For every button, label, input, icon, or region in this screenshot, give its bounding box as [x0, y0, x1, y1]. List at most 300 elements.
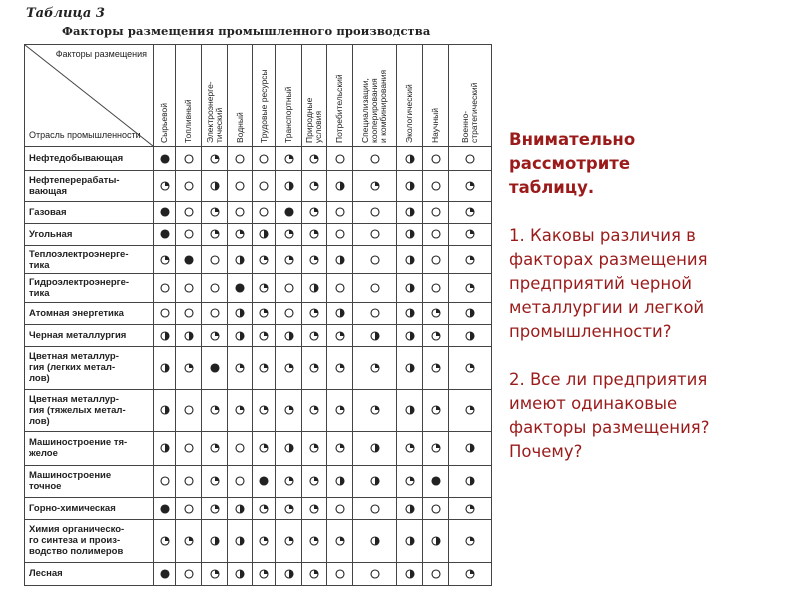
mark-cell	[253, 147, 276, 171]
mark-half-icon	[405, 569, 415, 579]
mark-cell	[423, 274, 449, 302]
mark-empty-icon	[160, 308, 170, 318]
mark-half-icon	[335, 476, 345, 486]
mark-quarter-icon	[160, 181, 170, 191]
mark-empty-icon	[370, 308, 380, 318]
mark-full-icon	[284, 207, 294, 217]
mark-cell	[302, 389, 327, 431]
mark-cell	[202, 465, 228, 497]
mark-cell	[423, 497, 449, 519]
mark-half-icon	[184, 331, 194, 341]
mark-quarter-icon	[465, 504, 475, 514]
mark-quarter-icon	[284, 536, 294, 546]
mark-cell	[327, 147, 353, 171]
mark-cell	[302, 223, 327, 245]
mark-cell	[154, 201, 176, 223]
mark-quarter-icon	[235, 363, 245, 373]
mark-empty-icon	[335, 283, 345, 293]
mark-cell	[176, 465, 202, 497]
mark-half-icon	[210, 536, 220, 546]
mark-quarter-icon	[210, 331, 220, 341]
mark-cell	[327, 246, 353, 274]
industry-label: Горно-химическая	[25, 497, 154, 519]
mark-cell	[397, 147, 423, 171]
mark-cell	[202, 562, 228, 585]
mark-cell	[327, 324, 353, 346]
mark-cell	[423, 432, 449, 465]
mark-empty-icon	[370, 569, 380, 579]
mark-quarter-icon	[309, 536, 319, 546]
factor-header	[449, 45, 492, 147]
industry-label: Цветная металлур- гия (легких метал- лов)	[25, 347, 154, 389]
mark-cell	[353, 497, 397, 519]
mark-quarter-icon	[431, 405, 441, 415]
mark-quarter-icon	[259, 443, 269, 453]
mark-cell	[154, 302, 176, 324]
mark-cell	[353, 520, 397, 562]
factor-label: Электроэнерге- тический	[204, 81, 224, 143]
mark-quarter-icon	[309, 476, 319, 486]
mark-quarter-icon	[465, 283, 475, 293]
mark-cell	[202, 223, 228, 245]
mark-quarter-icon	[405, 476, 415, 486]
mark-quarter-icon	[309, 504, 319, 514]
mark-quarter-icon	[259, 283, 269, 293]
mark-quarter-icon	[184, 536, 194, 546]
mark-cell	[353, 171, 397, 201]
mark-half-icon	[235, 255, 245, 265]
industry-label: Лесная	[25, 562, 154, 585]
table-row	[25, 223, 492, 245]
mark-full-icon	[259, 476, 269, 486]
factor-label: Водный	[234, 112, 245, 143]
mark-cell	[276, 302, 302, 324]
mark-cell	[228, 324, 253, 346]
mark-cell	[302, 171, 327, 201]
mark-cell	[397, 520, 423, 562]
mark-empty-icon	[184, 207, 194, 217]
mark-half-icon	[309, 283, 319, 293]
mark-empty-icon	[184, 569, 194, 579]
mark-quarter-icon	[405, 443, 415, 453]
mark-cell	[176, 274, 202, 302]
mark-cell	[176, 497, 202, 519]
mark-half-icon	[405, 255, 415, 265]
mark-half-icon	[405, 536, 415, 546]
mark-cell	[327, 562, 353, 585]
mark-cell	[423, 302, 449, 324]
factor-label: Экологический	[404, 84, 414, 143]
mark-quarter-icon	[160, 255, 170, 265]
mark-cell	[253, 520, 276, 562]
mark-cell	[276, 520, 302, 562]
mark-quarter-icon	[259, 363, 269, 373]
mark-cell	[276, 274, 302, 302]
mark-cell	[353, 147, 397, 171]
mark-cell	[302, 147, 327, 171]
factor-header	[397, 45, 423, 147]
industry-label: Атомная энергетика	[25, 302, 154, 324]
mark-half-icon	[235, 536, 245, 546]
industry-label: Нефтедобывающая	[25, 147, 154, 171]
mark-empty-icon	[370, 207, 380, 217]
mark-quarter-icon	[259, 331, 269, 341]
mark-cell	[253, 465, 276, 497]
factor-label: Сырьевой	[159, 102, 169, 143]
mark-half-icon	[370, 476, 380, 486]
table-row	[25, 347, 492, 389]
mark-half-icon	[405, 154, 415, 164]
mark-quarter-icon	[335, 363, 345, 373]
mark-quarter-icon	[210, 569, 220, 579]
industry-label: Химия органическо- го синтеза и произ- водство полимеров	[25, 520, 154, 562]
table-row	[25, 465, 492, 497]
mark-cell	[397, 223, 423, 245]
mark-cell	[176, 562, 202, 585]
mark-empty-icon	[259, 207, 269, 217]
mark-cell	[327, 432, 353, 465]
mark-empty-icon	[370, 229, 380, 239]
mark-empty-icon	[284, 283, 294, 293]
mark-cell	[176, 302, 202, 324]
mark-cell	[327, 497, 353, 519]
mark-cell	[228, 171, 253, 201]
mark-empty-icon	[431, 569, 441, 579]
mark-half-icon	[160, 363, 170, 373]
mark-half-icon	[160, 443, 170, 453]
mark-cell	[423, 201, 449, 223]
mark-cell	[228, 465, 253, 497]
mark-empty-icon	[184, 504, 194, 514]
mark-cell	[353, 562, 397, 585]
mark-cell	[302, 274, 327, 302]
mark-cell	[176, 201, 202, 223]
mark-cell	[449, 465, 492, 497]
table-row	[25, 432, 492, 465]
mark-half-icon	[465, 331, 475, 341]
mark-cell	[202, 324, 228, 346]
factor-label: Научный	[430, 107, 440, 143]
mark-empty-icon	[370, 283, 380, 293]
mark-quarter-icon	[235, 229, 245, 239]
factor-header	[302, 45, 327, 147]
industry-label: Машиностроение точное	[25, 465, 154, 497]
mark-quarter-icon	[259, 504, 269, 514]
mark-empty-icon	[210, 255, 220, 265]
mark-cell	[202, 147, 228, 171]
mark-cell	[276, 389, 302, 431]
factor-label: Потребительский	[334, 74, 344, 143]
mark-quarter-icon	[465, 255, 475, 265]
mark-cell	[397, 302, 423, 324]
mark-empty-icon	[431, 255, 441, 265]
mark-quarter-icon	[309, 181, 319, 191]
mark-cell	[327, 274, 353, 302]
table-row	[25, 147, 492, 171]
mark-cell	[154, 324, 176, 346]
factor-header	[228, 45, 253, 147]
mark-full-icon	[160, 207, 170, 217]
mark-cell	[276, 223, 302, 245]
mark-cell	[423, 246, 449, 274]
mark-cell	[228, 520, 253, 562]
mark-cell	[176, 223, 202, 245]
mark-quarter-icon	[259, 536, 269, 546]
mark-quarter-icon	[309, 363, 319, 373]
mark-cell	[449, 223, 492, 245]
mark-cell	[423, 147, 449, 171]
mark-cell	[176, 246, 202, 274]
mark-half-icon	[405, 405, 415, 415]
mark-cell	[353, 201, 397, 223]
mark-empty-icon	[184, 229, 194, 239]
mark-quarter-icon	[284, 255, 294, 265]
mark-cell	[202, 520, 228, 562]
table-row	[25, 389, 492, 431]
mark-half-icon	[405, 331, 415, 341]
mark-half-icon	[335, 255, 345, 265]
mark-cell	[423, 171, 449, 201]
mark-quarter-icon	[210, 405, 220, 415]
mark-empty-icon	[184, 405, 194, 415]
mark-quarter-icon	[259, 255, 269, 265]
factor-header	[423, 45, 449, 147]
mark-cell	[423, 520, 449, 562]
mark-cell	[423, 223, 449, 245]
mark-cell	[276, 347, 302, 389]
mark-cell	[154, 432, 176, 465]
mark-empty-icon	[184, 181, 194, 191]
mark-empty-icon	[335, 154, 345, 164]
mark-cell	[423, 347, 449, 389]
mark-quarter-icon	[309, 229, 319, 239]
mark-cell	[353, 389, 397, 431]
mark-quarter-icon	[465, 229, 475, 239]
mark-cell	[449, 274, 492, 302]
mark-half-icon	[465, 308, 475, 318]
mark-cell	[423, 389, 449, 431]
mark-cell	[302, 465, 327, 497]
mark-cell	[397, 432, 423, 465]
mark-empty-icon	[431, 181, 441, 191]
question-2: 2. Все ли предприятия имеют одинаковые факторы размещения? Почему?	[509, 370, 710, 461]
mark-cell	[449, 302, 492, 324]
mark-quarter-icon	[335, 443, 345, 453]
mark-quarter-icon	[309, 569, 319, 579]
mark-full-icon	[210, 363, 220, 373]
mark-cell	[154, 562, 176, 585]
mark-quarter-icon	[309, 331, 319, 341]
mark-quarter-icon	[335, 536, 345, 546]
mark-cell	[276, 497, 302, 519]
table-row	[25, 520, 492, 562]
mark-cell	[202, 347, 228, 389]
mark-quarter-icon	[465, 363, 475, 373]
mark-quarter-icon	[284, 504, 294, 514]
mark-quarter-icon	[309, 308, 319, 318]
mark-cell	[353, 432, 397, 465]
mark-quarter-icon	[309, 207, 319, 217]
mark-cell	[353, 274, 397, 302]
mark-cell	[302, 302, 327, 324]
mark-half-icon	[284, 569, 294, 579]
mark-cell	[449, 201, 492, 223]
mark-cell	[253, 497, 276, 519]
table-row	[25, 274, 492, 302]
factor-label: Военно- стратегический	[460, 82, 479, 143]
mark-cell	[253, 302, 276, 324]
mark-cell	[302, 520, 327, 562]
table-row	[25, 246, 492, 274]
mark-empty-icon	[160, 476, 170, 486]
mark-cell	[327, 465, 353, 497]
mark-cell	[154, 147, 176, 171]
mark-half-icon	[284, 331, 294, 341]
mark-cell	[202, 302, 228, 324]
industry-label: Газовая	[25, 201, 154, 223]
mark-full-icon	[160, 569, 170, 579]
industry-label: Черная металлургия	[25, 324, 154, 346]
mark-empty-icon	[335, 569, 345, 579]
mark-half-icon	[465, 443, 475, 453]
mark-cell	[228, 389, 253, 431]
mark-half-icon	[235, 504, 245, 514]
mark-cell	[397, 274, 423, 302]
mark-cell	[449, 562, 492, 585]
mark-cell	[353, 324, 397, 346]
mark-half-icon	[405, 504, 415, 514]
mark-cell	[176, 520, 202, 562]
mark-cell	[302, 562, 327, 585]
mark-half-icon	[405, 363, 415, 373]
mark-empty-icon	[431, 504, 441, 514]
mark-quarter-icon	[210, 207, 220, 217]
factor-label: Транспортный	[283, 86, 293, 143]
mark-empty-icon	[235, 476, 245, 486]
mark-half-icon	[259, 229, 269, 239]
mark-cell	[423, 465, 449, 497]
mark-cell	[154, 274, 176, 302]
mark-cell	[276, 432, 302, 465]
mark-quarter-icon	[259, 308, 269, 318]
mark-cell	[176, 147, 202, 171]
mark-cell	[353, 465, 397, 497]
mark-empty-icon	[370, 255, 380, 265]
mark-half-icon	[370, 331, 380, 341]
mark-cell	[302, 432, 327, 465]
mark-full-icon	[184, 255, 194, 265]
mark-empty-icon	[184, 308, 194, 318]
mark-quarter-icon	[235, 405, 245, 415]
table-row	[25, 497, 492, 519]
mark-full-icon	[160, 154, 170, 164]
mark-cell	[228, 147, 253, 171]
mark-half-icon	[405, 207, 415, 217]
mark-empty-icon	[235, 207, 245, 217]
industry-label: Нефтеперерабаты- вающая	[25, 171, 154, 201]
mark-cell	[449, 497, 492, 519]
mark-cell	[276, 147, 302, 171]
industry-label: Угольная	[25, 223, 154, 245]
factor-header	[176, 45, 202, 147]
industry-label: Гидроэлектроэнерге- тика	[25, 274, 154, 302]
mark-cell	[228, 302, 253, 324]
side-heading: Внимательно рассмотрите таблицу.	[509, 130, 636, 197]
mark-cell	[228, 246, 253, 274]
table-title: Факторы размещения промышленного производства	[62, 24, 431, 38]
mark-full-icon	[160, 229, 170, 239]
mark-empty-icon	[184, 476, 194, 486]
mark-cell	[176, 347, 202, 389]
mark-empty-icon	[210, 283, 220, 293]
mark-empty-icon	[431, 207, 441, 217]
mark-cell	[253, 389, 276, 431]
mark-empty-icon	[431, 229, 441, 239]
mark-empty-icon	[235, 443, 245, 453]
mark-half-icon	[465, 476, 475, 486]
mark-empty-icon	[184, 443, 194, 453]
mark-cell	[449, 389, 492, 431]
mark-half-icon	[235, 569, 245, 579]
mark-cell	[154, 171, 176, 201]
mark-quarter-icon	[284, 405, 294, 415]
mark-half-icon	[235, 331, 245, 341]
mark-half-icon	[284, 443, 294, 453]
mark-quarter-icon	[465, 405, 475, 415]
mark-half-icon	[160, 405, 170, 415]
mark-cell	[397, 497, 423, 519]
mark-quarter-icon	[465, 181, 475, 191]
mark-quarter-icon	[431, 308, 441, 318]
mark-empty-icon	[431, 283, 441, 293]
mark-cell	[253, 171, 276, 201]
mark-quarter-icon	[335, 405, 345, 415]
mark-empty-icon	[235, 181, 245, 191]
mark-quarter-icon	[335, 331, 345, 341]
factor-header	[154, 45, 176, 147]
mark-cell	[397, 347, 423, 389]
mark-cell	[154, 389, 176, 431]
mark-cell	[228, 274, 253, 302]
mark-quarter-icon	[309, 443, 319, 453]
mark-quarter-icon	[370, 363, 380, 373]
mark-quarter-icon	[284, 229, 294, 239]
mark-cell	[202, 274, 228, 302]
mark-cell	[327, 223, 353, 245]
mark-cell	[353, 302, 397, 324]
mark-cell	[253, 562, 276, 585]
mark-cell	[327, 201, 353, 223]
factor-label: Природные условия	[304, 97, 323, 143]
mark-cell	[397, 562, 423, 585]
mark-cell	[154, 347, 176, 389]
industry-label: Машиностроение тя- желое	[25, 432, 154, 465]
mark-cell	[449, 147, 492, 171]
mark-cell	[327, 347, 353, 389]
mark-quarter-icon	[431, 363, 441, 373]
mark-quarter-icon	[370, 405, 380, 415]
mark-empty-icon	[235, 154, 245, 164]
mark-empty-icon	[335, 207, 345, 217]
table-row	[25, 562, 492, 585]
mark-quarter-icon	[309, 405, 319, 415]
mark-cell	[327, 520, 353, 562]
mark-quarter-icon	[210, 154, 220, 164]
mark-cell	[449, 347, 492, 389]
mark-cell	[154, 497, 176, 519]
mark-cell	[353, 223, 397, 245]
mark-cell	[253, 347, 276, 389]
